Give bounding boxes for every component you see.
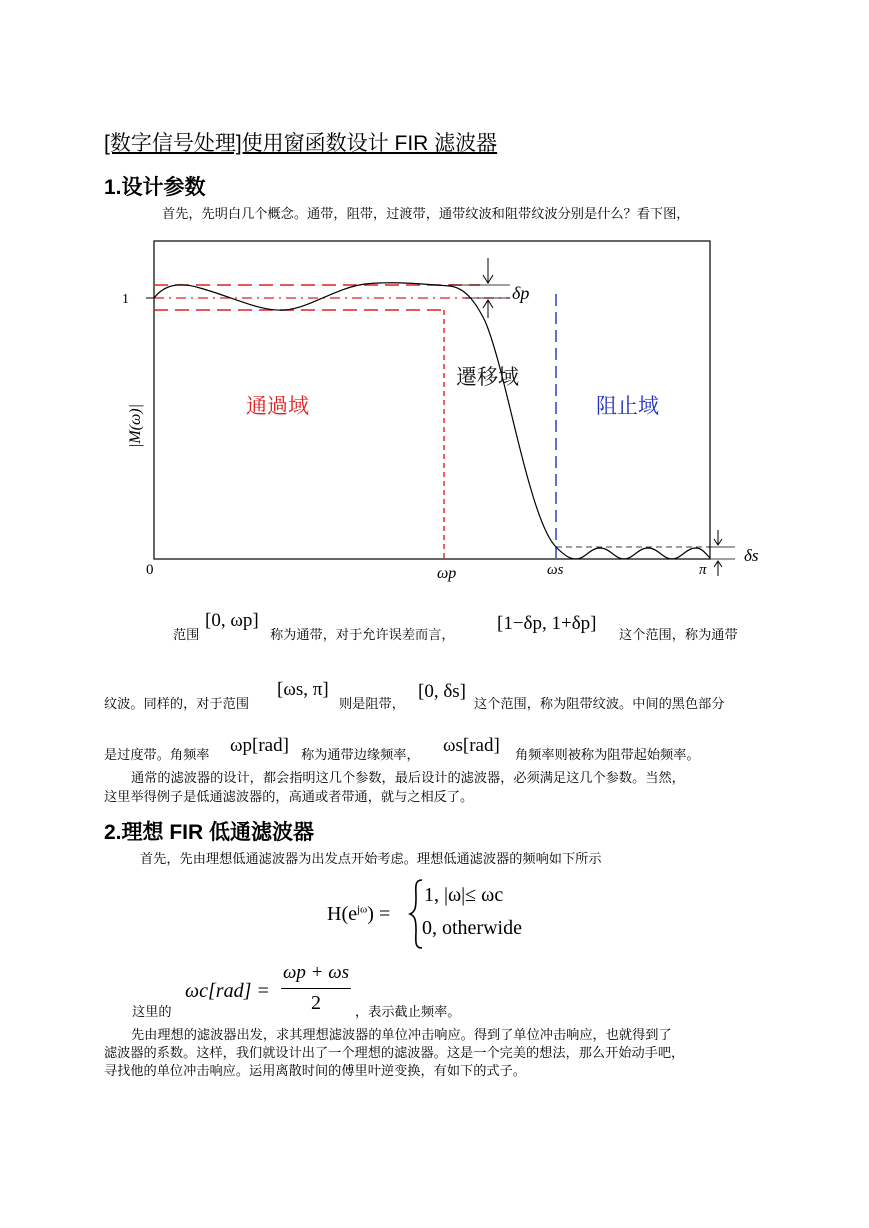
para1-line1-a: 范围 (173, 628, 200, 643)
wc-prefix: 这里的 (132, 1005, 172, 1020)
region-trans-label: 遷移域 (456, 365, 519, 389)
section2-para-line1: 先由理想的滤波器出发，求其理想滤波器的单位冲击响应。得到了单位冲击响应，也就得到了 (131, 1028, 672, 1043)
x-tick-0-label: 0 (146, 562, 154, 578)
section-heading-1: 1.设计参数 (104, 176, 206, 199)
x-tick-wp-label: ωp (437, 565, 457, 582)
region-pass-label: 通過域 (246, 394, 309, 418)
region-stop-label: 阻止域 (596, 394, 659, 418)
math-wp-rad: ωp[rad] (230, 735, 289, 756)
para1-line3-b: 称为通带边缘频率， (301, 748, 420, 763)
para1-line3-a: 是过度带。角频率 (104, 748, 210, 763)
math-ws-rad: ωs[rad] (443, 735, 500, 756)
y-tick-1-label: 1 (122, 292, 129, 307)
math-passband-ripple: [1−δp, 1+δp] (497, 613, 597, 634)
math-stopband-ripple: [0, δs] (418, 681, 467, 702)
filter-spec-figure (110, 236, 770, 598)
section2-para-line2: 滤波器的系数。这样，我们就设计出了一个理想的滤波器。这是一个完美的想法，那么开始动手吧， (104, 1046, 685, 1061)
y-axis-label: |M(ω)| (127, 403, 144, 449)
para1-line1-c: 这个范围，称为通带 (619, 628, 738, 643)
section2-intro: 首先，先由理想低通滤波器为出发点开始考虑。理想低通滤波器的频响如下所示 (140, 852, 602, 867)
document-title: [数字信号处理]使用窗函数设计 FIR 滤波器 (104, 132, 498, 155)
wc-lhs: ωc[rad] = (185, 980, 270, 1002)
wc-numerator: ωp + ωs (282, 962, 350, 983)
math-stopband-range: [ωs, π] (277, 679, 329, 700)
delta-p-label: δp (512, 283, 530, 303)
eq-rhs-text: ) = (367, 903, 391, 925)
magnitude-response-curve (154, 283, 710, 559)
para1-line2-a: 纹波。同样的，对于范围 (104, 697, 250, 712)
ideal-lpf-equation-lhs (327, 903, 390, 926)
section-heading-2: 2.理想 FIR 低通滤波器 (104, 821, 315, 844)
para2-line2: 这里举得例子是低通滤波器的，高通或者带通，就与之相反了。 (104, 790, 474, 805)
para1-line1-b: 称为通带，对于允许误差而言， (270, 628, 455, 643)
para1-line2-c: 这个范围，称为阻带纹波。中间的黑色部分 (474, 697, 725, 712)
eq-exponent: jω (356, 903, 368, 916)
para1-line2-b: 则是阻带， (339, 697, 405, 712)
eq-lhs-text: H(e (327, 903, 357, 925)
math-passband-range: [0, ωp] (205, 610, 259, 631)
fraction-bar (281, 988, 351, 989)
section1-intro: 首先，先明白几个概念。通带，阻带，过渡带，通带纹波和阻带纹波分别是什么？看下图， (162, 207, 690, 222)
wc-denominator: 2 (311, 992, 321, 1014)
eq-case-2: 0, otherwide (422, 917, 522, 939)
para1-line3-c: 角频率则被称为阻带起始频率。 (515, 748, 700, 763)
para2-line1: 通常的滤波器的设计，都会指明这几个参数，最后设计的滤波器，必须满足这几个参数。当然， (131, 771, 685, 786)
eq-case-1: 1, |ω|≤ ωc (424, 884, 504, 906)
delta-s-label: δs (744, 546, 759, 565)
x-tick-ws-label: ωs (547, 562, 564, 578)
section2-para-line3: 寻找他的单位冲击响应。运用离散时间的傅里叶逆变换，有如下的式子。 (104, 1064, 526, 1079)
x-tick-pi-label: π (699, 562, 707, 578)
wc-suffix: ，表示截止频率。 (355, 1005, 461, 1020)
